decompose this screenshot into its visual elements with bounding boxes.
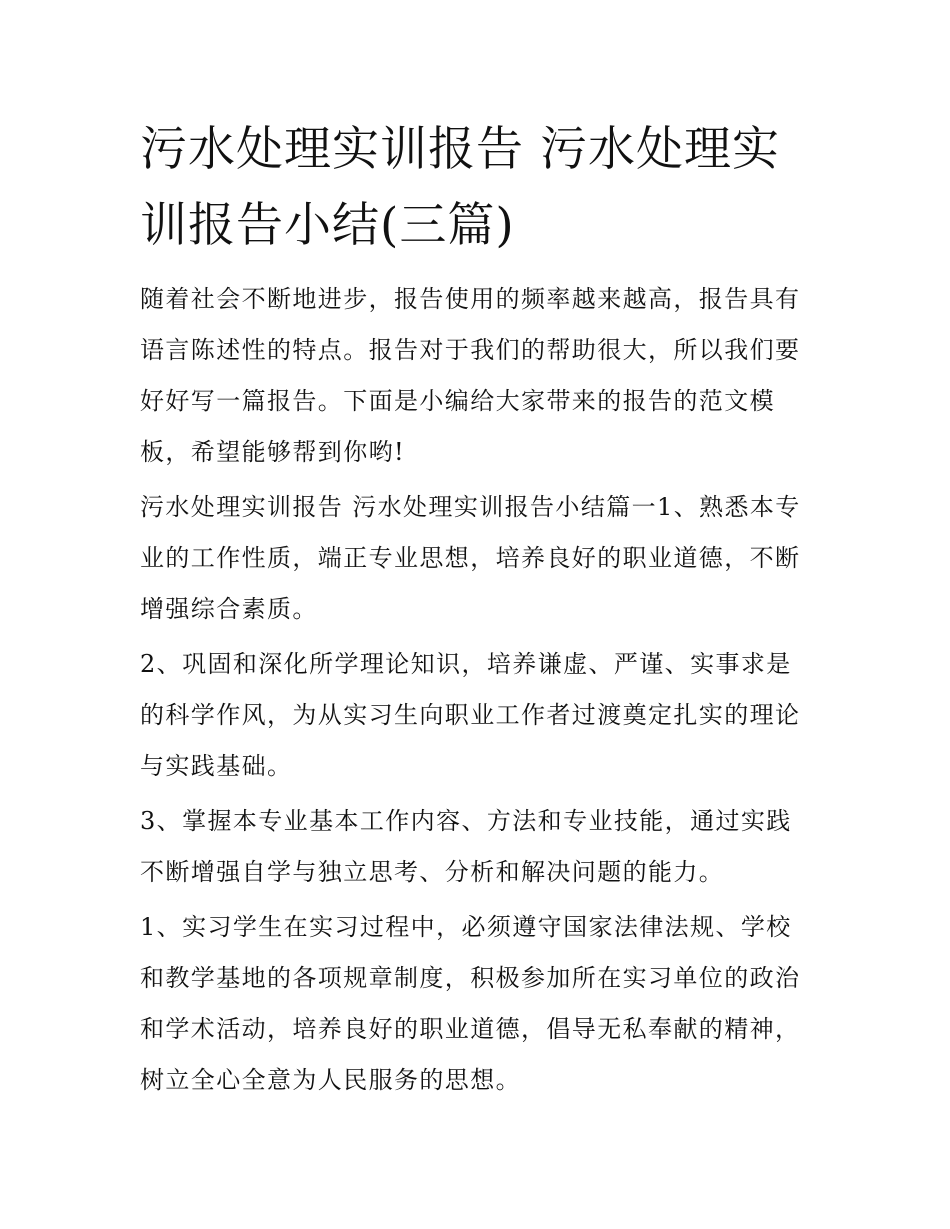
section-one-paragraph: 污水处理实训报告 污水处理实训报告小结篇一1、熟悉本专业的工作性质，端正专业思想，培养良好的职业道德，不断增强综合素质。	[140, 493, 801, 623]
intro-paragraph: 随着社会不断地进步，报告使用的频率越来越高，报告具有语言陈述性的特点。报告对于我们的帮助很大，所以我们要好好写一篇报告。下面是小编给大家带来的报告的范文模板，希望能够帮到你哟!	[140, 285, 801, 466]
list-item-3: 3、掌握本专业基本工作内容、方法和专业技能，通过实践不断增强自学与独立思考、分析和解决问题的能力。	[140, 807, 792, 886]
list-item-2: 2、巩固和深化所学理论知识，培养谦虚、严谨、实事求是的科学作风，为从实习生向职业工作者过渡奠定扎实的理论与实践基础。	[140, 650, 801, 780]
document-title: 污水处理实训报告 污水处理实训报告小结(三篇)	[140, 122, 780, 253]
requirement-item-1: 1、实习学生在实习过程中，必须遵守国家法律法规、学校和教学基地的各项规章制度，积极参加所在实习单位的政治和学术活动，培养良好的职业道德，倡导无私奉献的精神，树立全心全意为人民服务的思想。	[140, 913, 801, 1094]
document-body	[140, 112, 812, 1110]
